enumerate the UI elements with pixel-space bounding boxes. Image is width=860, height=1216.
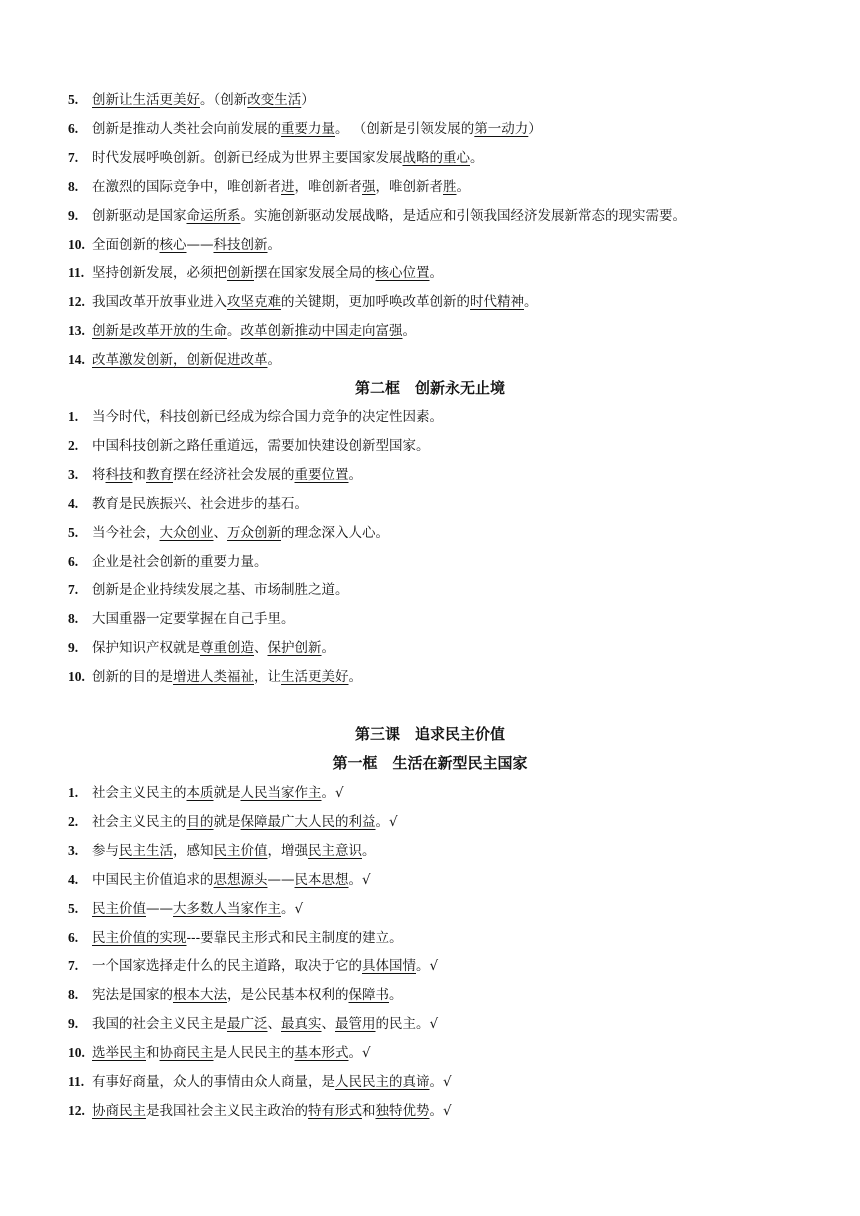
underlined-keyword: 尊重创造 — [200, 640, 254, 657]
item-text: 创新的目的是 — [92, 669, 173, 686]
item-number: 12. — [68, 1102, 85, 1118]
item-text: ，唯创新者 — [294, 178, 362, 195]
list-item — [68, 986, 403, 1004]
item-text: 大国重器一定要掌握在自己手里。 — [92, 611, 295, 628]
item-text: 有事好商量，众人的事情由众人商量，是 — [92, 1074, 335, 1090]
underlined-keyword: 生活更美好 — [281, 669, 349, 686]
underlined-keyword: 民主意识 — [308, 842, 362, 859]
underlined-keyword: 目的 — [186, 813, 214, 830]
underlined-keyword: 进 — [281, 178, 295, 195]
underlined-keyword: 最管用 — [335, 1016, 376, 1033]
underlined-keyword: 最广泛 — [227, 1016, 268, 1033]
item-text: 。 — [389, 987, 403, 1004]
item-text: ，唯创新者 — [375, 178, 443, 195]
item-text: 。√ — [429, 1102, 452, 1119]
item-text: 。 — [524, 294, 538, 311]
item-number: 6. — [68, 120, 79, 136]
item-number: 8. — [68, 611, 79, 627]
underlined-keyword: 思想源头 — [213, 871, 268, 888]
item-number: 3. — [68, 842, 79, 858]
item-text: —— — [146, 900, 173, 917]
item-text: 当今时代，科技创新已经成为综合国力竞争的决定性因素。 — [92, 409, 443, 425]
underlined-keyword: 重要力量 — [281, 120, 335, 137]
item-text: —— — [267, 871, 295, 888]
list-item — [68, 149, 484, 167]
underlined-keyword: 保护创新 — [267, 640, 322, 657]
item-number: 9. — [68, 640, 79, 656]
underlined-keyword: 万众创新 — [227, 524, 281, 541]
item-text: 教育是民族振兴、社会进步的基石。 — [92, 495, 308, 512]
item-text: 摆在国家发展全局的 — [254, 265, 376, 282]
list-item — [68, 957, 438, 975]
underlined-keyword: 科技创新 — [213, 236, 268, 253]
item-text: 。√ — [348, 1045, 371, 1062]
underlined-keyword: 重要位置 — [294, 466, 349, 483]
item-number: 10. — [68, 669, 85, 685]
underlined-keyword: 保障书 — [348, 987, 389, 1004]
item-text: 。实施创新驱动发展战略，是适应和引领我国经济发展新常态的现实需要。 — [240, 207, 686, 224]
item-number: 6. — [68, 553, 79, 569]
item-text: ，让 — [254, 669, 281, 686]
item-text: 我国改革开放事业进入 — [92, 294, 227, 311]
list-item — [68, 581, 349, 599]
item-text: 社会主义民主的 — [92, 813, 187, 830]
underlined-keyword: 具体国情 — [362, 958, 416, 975]
item-number: 9. — [68, 207, 79, 223]
underlined-keyword: 独特优势 — [375, 1102, 430, 1119]
underlined-keyword: 第一动力 — [474, 120, 529, 137]
item-number: 7. — [68, 958, 79, 974]
item-text: ） — [528, 120, 542, 137]
item-text: 。（创新 — [200, 92, 248, 108]
underlined-keyword: 大多数人当家作主 — [173, 900, 281, 917]
item-text: 。 — [348, 466, 362, 483]
underlined-keyword: 最真实 — [281, 1016, 322, 1033]
item-text: ---要靠民主形式和民主制度的建立。 — [186, 929, 403, 946]
section-heading-lesson3-frame1: 第一框 生活在新型民主国家 — [332, 754, 528, 772]
item-text: 时代发展呼唤创新。创新已经成为世界主要国家发展 — [92, 149, 403, 166]
item-text: 坚持创新发展，必须把 — [92, 265, 227, 282]
underlined-keyword: 创新让生活更美好 — [92, 92, 200, 108]
item-number: 4. — [68, 871, 79, 887]
underlined-keyword: 攻坚克难 — [227, 294, 281, 311]
list-item — [68, 784, 344, 802]
underlined-keyword: 科技 — [105, 466, 133, 483]
item-text: 将 — [92, 466, 106, 483]
underlined-keyword: 核心位置 — [375, 265, 430, 282]
item-text: 的民主。√ — [375, 1016, 439, 1033]
item-text: 宪法是国家的 — [92, 987, 173, 1004]
item-text: 参与 — [92, 842, 119, 859]
item-text: 。 — [429, 265, 443, 282]
list-item — [68, 610, 295, 628]
item-text: 。 — [402, 323, 416, 340]
item-number: 13. — [68, 323, 85, 339]
item-number: 11. — [68, 265, 85, 281]
item-text: 。√ — [321, 785, 344, 801]
item-text: —— — [186, 236, 214, 253]
item-number: 3. — [68, 466, 79, 482]
item-text: ，增强 — [267, 842, 308, 859]
item-number: 5. — [68, 92, 79, 107]
item-text: 是人民民主的 — [213, 1045, 295, 1062]
list-item — [68, 1073, 452, 1091]
item-text: 一个国家选择走什么的民主道路，取决于它的 — [92, 958, 362, 975]
underlined-keyword: 时代精神 — [470, 294, 524, 311]
item-text: 。 — [456, 178, 470, 195]
underlined-keyword: 人民民主的真谛 — [335, 1074, 430, 1090]
underlined-keyword: 改变生活 — [247, 92, 302, 108]
item-text: 和 — [132, 466, 146, 483]
list-item — [68, 900, 303, 918]
underlined-keyword: 民主生活 — [119, 842, 173, 859]
underlined-keyword: 本质 — [186, 785, 214, 801]
list-item — [68, 1044, 371, 1062]
item-text: 。 （创新是引领发展的 — [335, 120, 475, 137]
item-number: 7. — [68, 582, 79, 598]
item-text: 。 — [227, 323, 241, 340]
item-text: 。 — [348, 669, 362, 686]
item-text: 是我国社会主义民主政治的 — [146, 1102, 308, 1119]
item-text: 、 — [213, 524, 227, 541]
underlined-keyword: 核心 — [159, 236, 187, 253]
item-number: 11. — [68, 1074, 85, 1089]
item-number: 14. — [68, 352, 85, 368]
underlined-keyword: 改革激发创新，创新促进改革 — [92, 352, 268, 369]
item-text: 保护知识产权就是 — [92, 640, 200, 657]
item-number: 8. — [68, 178, 79, 194]
list-item — [68, 264, 443, 282]
item-number: 2. — [68, 437, 79, 453]
list-item — [68, 842, 376, 860]
underlined-keyword: 教育 — [146, 466, 173, 483]
list-item — [68, 120, 542, 138]
item-text: 。 — [470, 149, 484, 166]
list-item — [68, 236, 281, 254]
underlined-keyword: 创新 — [227, 265, 254, 282]
underlined-keyword: 特有形式 — [308, 1102, 362, 1119]
item-text: 中国民主价值追求的 — [92, 871, 214, 888]
item-text: ，是公民基本权利的 — [227, 987, 349, 1004]
item-text: 。√ — [375, 813, 398, 830]
item-number: 1. — [68, 409, 79, 424]
list-item — [68, 466, 362, 484]
item-number: 5. — [68, 524, 79, 540]
item-text: 创新驱动是国家 — [92, 207, 187, 224]
list-item — [68, 293, 538, 311]
item-text: 。√ — [416, 958, 439, 975]
item-number: 10. — [68, 236, 85, 252]
item-text: 的理念深入人心。 — [281, 524, 389, 541]
item-text: ） — [301, 92, 315, 108]
underlined-keyword: 改革创新推动中国走向富强 — [240, 323, 403, 340]
underlined-keyword: 民主价值 — [92, 900, 146, 917]
list-item — [68, 91, 315, 109]
underlined-keyword: 人民当家作主 — [240, 785, 322, 801]
item-text: 。√ — [281, 900, 304, 917]
item-text: 中国科技创新之路任重道远，需要加快建设创新型国家。 — [92, 437, 430, 454]
underlined-keyword: 民本思想 — [294, 871, 349, 888]
item-text: 、 — [254, 640, 268, 657]
item-text: 当今社会， — [92, 524, 160, 541]
list-item — [68, 1102, 452, 1120]
item-text: 我国的社会主义民主是 — [92, 1016, 227, 1033]
underlined-keyword: 协商民主 — [92, 1102, 146, 1119]
item-text: 就是 — [213, 813, 241, 830]
item-text: 。√ — [348, 871, 371, 888]
list-item — [68, 553, 268, 571]
list-item — [68, 178, 470, 196]
underlined-keyword: 保障最广大人民的利益 — [240, 813, 376, 830]
list-item — [68, 437, 430, 455]
underlined-keyword: 战略的重心 — [402, 149, 470, 166]
lesson-heading-3: 第三课 追求民主价值 — [354, 725, 505, 743]
list-item — [68, 207, 686, 225]
item-text: 、 — [267, 1016, 281, 1033]
item-text: 社会主义民主的 — [92, 785, 187, 801]
underlined-keyword: 创新是改革开放的生命 — [92, 323, 227, 340]
item-text: 、 — [321, 1016, 335, 1033]
item-number: 10. — [68, 1045, 85, 1061]
item-text: 。 — [362, 842, 376, 859]
section-heading-frame2: 第二框 创新永无止境 — [354, 379, 505, 397]
item-text: 和 — [362, 1102, 376, 1119]
item-number: 9. — [68, 1016, 79, 1032]
underlined-keyword: 命运所系 — [186, 207, 241, 224]
item-text: 就是 — [213, 785, 241, 801]
list-item — [68, 351, 281, 369]
item-number: 8. — [68, 987, 79, 1003]
underlined-keyword: 基本形式 — [294, 1045, 349, 1062]
list-item — [68, 639, 335, 657]
underlined-keyword: 胜 — [443, 178, 457, 195]
item-number: 5. — [68, 900, 79, 916]
underlined-keyword: 民主价值 — [213, 842, 268, 859]
item-text: 。 — [267, 352, 281, 369]
underlined-keyword: 民主价值的实现 — [92, 929, 187, 946]
item-text: 创新是企业持续发展之基、市场制胜之道。 — [92, 582, 349, 599]
list-item — [68, 813, 398, 831]
item-number: 12. — [68, 294, 85, 310]
item-text: 企业是社会创新的重要力量。 — [92, 553, 268, 570]
item-number: 1. — [68, 785, 79, 800]
underlined-keyword: 协商民主 — [159, 1045, 214, 1062]
list-item — [68, 524, 389, 542]
list-item — [68, 871, 371, 889]
item-text: 在激烈的国际竞争中，唯创新者 — [92, 178, 281, 195]
underlined-keyword: 增进人类福祉 — [173, 669, 254, 686]
list-item — [68, 495, 308, 513]
underlined-keyword: 根本大法 — [173, 987, 227, 1004]
underlined-keyword: 强 — [362, 178, 376, 195]
item-number: 6. — [68, 929, 79, 945]
item-text: 创新是推动人类社会向前发展的 — [92, 120, 281, 137]
list-item — [68, 929, 403, 947]
list-item — [68, 668, 362, 686]
item-text: 。 — [321, 640, 335, 657]
item-text: ，感知 — [173, 842, 214, 859]
item-text: 和 — [146, 1045, 160, 1062]
underlined-keyword: 大众创业 — [159, 524, 214, 541]
list-item — [68, 408, 443, 426]
list-item — [68, 1015, 438, 1033]
item-number: 4. — [68, 495, 79, 511]
item-text: 全面创新的 — [92, 236, 160, 253]
list-item — [68, 322, 416, 340]
item-number: 2. — [68, 813, 79, 829]
item-text: 。 — [267, 236, 281, 253]
item-text: 。√ — [429, 1074, 452, 1090]
item-text: 摆在经济社会发展的 — [173, 466, 295, 483]
item-number: 7. — [68, 149, 79, 165]
underlined-keyword: 选举民主 — [92, 1045, 146, 1062]
item-text: 的关键期，更加呼唤改革创新的 — [281, 294, 470, 311]
